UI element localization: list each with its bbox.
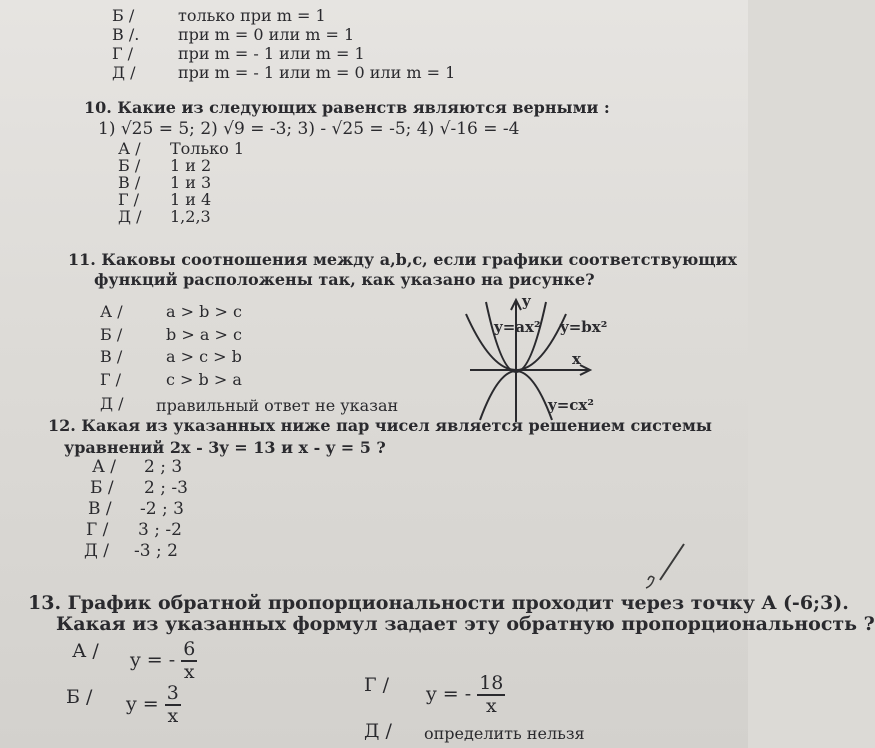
q13-option-a-formula [130,640,197,682]
q12-option-text: -3 ; 2 [134,541,178,561]
q13-option-b-denominator: x [167,705,179,727]
q13-option-a-denominator: x [183,661,195,683]
q12-option-letter: Г / [86,520,109,540]
q11-option-text: правильный ответ не указан [156,396,399,415]
q13-option-a-numerator: 6 [183,638,196,660]
q12-option-letter: Б / [90,478,114,498]
q9-option-letter: Г / [112,44,134,63]
q10-option-text: Только 1 [170,139,245,158]
q13-option-b-prefix: y = [126,693,159,715]
q9-option-letter: В /. [112,25,140,44]
q10-option-letter: А / [118,139,141,158]
q9-option-text: при m = - 1 или m = 1 [178,44,365,63]
q13-option-g-fraction [477,674,505,716]
q11-option-text: a > b > c [166,302,242,321]
q12-option-text: 2 ; -3 [144,478,188,498]
q12-option-letter: В / [88,499,112,519]
q13-option-letter-b: Б / [66,686,93,708]
q12-option-text: 3 ; -2 [138,520,182,540]
q13-option-letter-a: А / [72,640,99,662]
graph-x-label: x [572,350,581,368]
q13-option-b-numerator: 3 [166,682,179,704]
q13-option-b-fraction [165,684,181,726]
q9-option-text: только при m = 1 [178,6,326,25]
q11-title-line2: функций расположены так, как указано на рисунке? [94,270,595,289]
q9-option-text: при m = 0 или m = 1 [178,25,355,44]
q13-option-a-fraction [181,640,197,682]
q9-option-letter: Д / [112,63,136,82]
q12-option-letter: Д / [84,541,109,561]
graph-label-bx2: y=bx² [560,318,608,336]
q12-option-text: 2 ; 3 [144,457,183,477]
q13-title-line2: Какая из указанных формул задает эту обратную пропорциональность ? [56,613,875,635]
q13-option-g-denominator: x [485,695,497,717]
graph-label-cx2: y=cx² [548,396,594,414]
q13-option-a-prefix: y = - [130,649,176,671]
q12-title-line2: уравнений 2x - 3y = 13 и x - y = 5 ? [64,438,386,457]
q12-option-letter: А / [92,457,117,477]
q11-option-letter: Д / [100,394,124,413]
q10-option-text: 1,2,3 [170,207,211,226]
q10-option-letter: Б / [118,156,141,175]
q10-option-letter: Д / [118,207,142,226]
q13-option-g-prefix: y = - [426,683,472,705]
q10-option-text: 1 и 4 [170,190,212,209]
q12-option-text: -2 ; 3 [140,499,184,519]
q9-option-letter: Б / [112,6,135,25]
parabola-graph [462,292,642,426]
q11-option-text: a > c > b [166,347,242,366]
q11-option-text: c > b > a [166,370,242,389]
q12-title-line1: 12. Какая из указанных ниже пар чисел является решением системы [48,416,712,435]
q11-option-letter: А / [100,302,123,321]
q10-equations: 1) √25 = 5; 2) √9 = -3; 3) - √25 = -5; 4) √-16 = -4 [98,119,520,139]
q10-option-letter: В / [118,173,141,192]
q13-option-g-formula [426,674,505,716]
q9-option-text: при m = - 1 или m = 0 или m = 1 [178,63,456,82]
q13-option-letter-d: Д / [364,720,392,742]
q11-option-letter: Б / [100,325,123,344]
graph-label-ax2: y=ax² [494,318,541,336]
q10-option-text: 1 и 2 [170,156,212,175]
q11-option-text: b > a > c [166,325,242,344]
q10-option-text: 1 и 3 [170,173,212,192]
q13-option-letter-g: Г / [364,674,390,696]
q10-title: 10. Какие из следующих равенств являются верными : [84,98,610,117]
graph-y-label: y [522,292,531,310]
q11-option-letter: Г / [100,370,122,389]
pencil-mark [640,540,690,600]
q13-option-b-formula [126,684,181,726]
q13-option-d-text: определить нельзя [424,724,585,743]
q11-option-letter: В / [100,347,123,366]
q13-title-line1: 13. График обратной пропорциональности проходит через точку A (-6;3). [28,592,849,614]
q10-option-letter: Г / [118,190,140,209]
q13-option-g-numerator: 18 [479,672,504,694]
q11-title-line1: 11. Каковы соотношения между a,b,c, если графики соответствующих [68,250,737,269]
